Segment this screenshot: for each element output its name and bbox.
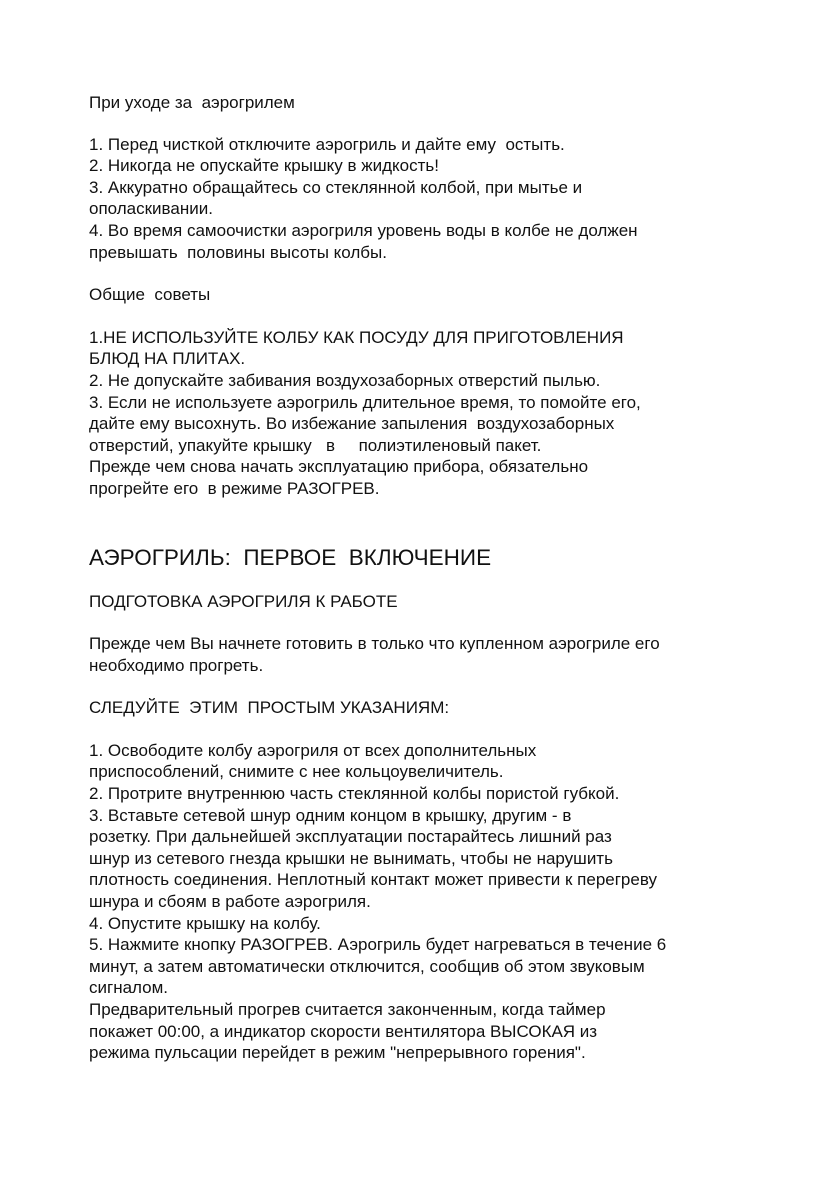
step-line: шнур из сетевого гнезда крышки не вынимать, чтобы не нарушить — [89, 848, 613, 868]
document-page — [89, 92, 759, 1064]
intro-line: необходимо прогреть. — [89, 655, 264, 675]
step-line: 3. Вставьте сетевой шнур одним концом в крышку, другим - в — [89, 805, 572, 825]
care-line: ополаскивании. — [89, 199, 213, 219]
tips-line: 2. Не допускайте забивания воздухозаборных отверстий пылью. — [89, 370, 601, 390]
step-line: 2. Протрите внутреннюю часть стеклянной колбы пористой губкой. — [89, 784, 620, 804]
step-line: приспособлений, снимите с нее кольцоувеличитель. — [89, 762, 504, 782]
tips-line: прогрейте его в режиме РАЗОГРЕВ. — [89, 478, 380, 498]
step-line: 4. Опустите крышку на колбу. — [89, 913, 321, 933]
care-line: 2. Никогда не опускайте крышку в жидкость! — [89, 156, 439, 176]
tips-line: БЛЮД НА ПЛИТАХ. — [89, 349, 246, 369]
care-line: 3. Аккуратно обращайтесь со стеклянной колбой, при мытье и — [89, 177, 583, 197]
care-line: 1. Перед чисткой отключите аэрогриль и дайте ему остыть. — [89, 134, 565, 154]
first-start-section — [89, 544, 759, 1064]
tips-line: 1.НЕ ИСПОЛЬЗУЙТЕ КОЛБУ КАК ПОСУДУ ДЛЯ ПРИГОТОВЛЕНИЯ — [89, 327, 624, 347]
care-title: При уходе за аэрогрилем — [89, 93, 295, 112]
step-line: 5. Нажмите кнопку РАЗОГРЕВ. Аэрогриль будет нагреваться в течение 6 — [89, 935, 667, 955]
care-section — [89, 92, 759, 263]
step-line: режима пульсации перейдет в режим "непрерывного горения". — [89, 1043, 586, 1063]
step-line: минут, а затем автоматически отключится, сообщив об этом звуковым — [89, 956, 645, 976]
step-line: покажет 00:00, а индикатор скорости вентилятора ВЫСОКАЯ из — [89, 1021, 598, 1041]
step-line: сигналом. — [89, 978, 169, 998]
tips-line: Прежде чем снова начать эксплуатацию прибора, обязательно — [89, 457, 589, 477]
step-line: шнура и сбоям в работе аэрогриля. — [89, 892, 371, 912]
steps-title: СЛЕДУЙТЕ ЭТИМ ПРОСТЫМ УКАЗАНИЯМ: — [89, 698, 450, 718]
section-subheading: ПОДГОТОВКА АЭРОГРИЛЯ К РАБОТЕ — [89, 591, 398, 611]
care-line: 4. Во время самоочистки аэрогриля уровень воды в колбе не должен — [89, 220, 638, 240]
step-line: Предварительный прогрев считается законченным, когда таймер — [89, 1000, 606, 1019]
step-line: 1. Освободите колбу аэрогриля от всех дополнительных — [89, 740, 537, 760]
step-line: розетку. При дальнейшей эксплуатации постарайтесь лишний раз — [89, 827, 612, 847]
section-heading: АЭРОГРИЛЬ: ПЕРВОЕ ВКЛЮЧЕНИЕ — [89, 544, 492, 570]
step-line: плотность соединения. Неплотный контакт может привести к перегреву — [89, 870, 657, 890]
tips-line: 3. Если не используете аэрогриль длительное время, то помойте его, — [89, 392, 641, 412]
intro-line: Прежде чем Вы начнете готовить в только что купленном аэрогриле его — [89, 634, 660, 654]
tips-section — [89, 284, 759, 499]
care-line: превышать половины высоты колбы. — [89, 242, 387, 262]
tips-title: Общие советы — [89, 285, 211, 305]
tips-line: дайте ему высохнуть. Во избежание запыления воздухозаборных — [89, 414, 615, 434]
tips-line: отверстий, упакуйте крышку в полиэтиленовый пакет. — [89, 435, 542, 455]
